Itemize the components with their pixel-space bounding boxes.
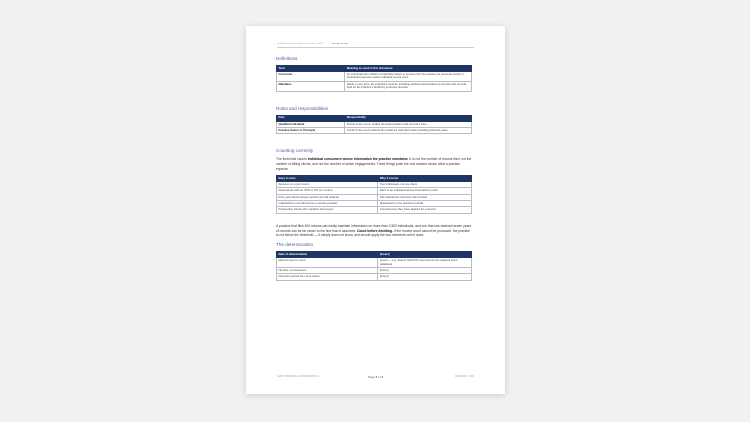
table-cell: Two individuals, not one client <box>378 181 472 187</box>
page-header <box>277 43 348 45</box>
table-cell: Maintained on the practice's behalf <box>378 201 472 207</box>
counting-text-emphasis: individual consumers whose information the practice maintains <box>307 157 408 162</box>
example-paragraph <box>276 224 472 238</box>
table-header-cell: Role <box>277 115 345 121</box>
page-number <box>277 375 474 379</box>
table-header-cell: Why it counts <box>378 175 472 181</box>
table-cell: Number of consumers <box>277 268 378 274</box>
table-row <box>277 258 472 268</box>
table-cell: Consumer <box>277 72 345 82</box>
table-cell: Individuals in records held by a service provider <box>277 201 378 207</box>
table-cell: Dependents with an SSN or TIN on a return <box>277 188 378 194</box>
header-right-text: Internal use only <box>331 43 348 45</box>
table-row <box>277 128 472 134</box>
header-left-text: SmallBusinessFinancialPracticeCounts — 2022 <box>277 43 324 45</box>
table-row <box>277 81 472 91</box>
table-cell: [Insert] <box>378 268 472 274</box>
page-of: of <box>378 374 381 379</box>
table-header-cell: Term <box>277 66 345 72</box>
table-cell: Qualified Individual <box>277 121 345 127</box>
page-content <box>276 56 472 281</box>
document-page <box>246 26 505 394</box>
roles-heading: Roles and responsibilities <box>276 105 329 111</box>
footer-left-text: GLBA THRESHOLD DETERMINATION <box>277 375 319 378</box>
roles-table <box>276 115 472 135</box>
determination-table <box>276 251 472 281</box>
example-text-emphasis: Count before deciding. <box>357 228 393 233</box>
table-header-cell: Easy to miss <box>277 175 378 181</box>
counting-paragraph <box>276 157 472 171</box>
table-cell: Counted once they have applied for a service <box>378 207 472 213</box>
page-total: 7 <box>381 374 384 379</box>
table-cell: Prospective clients who supplied documents <box>277 207 378 213</box>
table-cell: Confirms the count reflects the practice's real client base including archived years. <box>345 128 472 134</box>
table-cell: Holds, in any form, the practice's records, including archived and backed up records and records held on the practice's behalf by a service provider. <box>345 81 472 91</box>
page-current: 5 <box>375 374 378 379</box>
table-cell: Prior-year clients whose records are still retained <box>277 194 378 200</box>
counting-heading: Counting correctly <box>276 148 314 154</box>
table-cell: Practice Owner or Principal <box>277 128 345 134</box>
table-row <box>277 72 472 82</box>
counting-table <box>276 175 472 214</box>
table-header-cell: Meaning as used in this document <box>345 66 472 72</box>
counting-text-end: . It is not the number of returns filed, not the number of billing clients, and not the number of active engagements. Three things push the real number above what a practice expects: <box>276 157 472 172</box>
footer-right-text: REVISION · 2024 <box>455 375 474 378</box>
table-cell: Still maintained, therefore still counted <box>378 194 472 200</box>
table-cell: Each is an individual whose information is held <box>378 188 472 194</box>
example-text-end: If the honest count cannot be produced, the practice is not below the threshold — it simply does not know, and should apply the four elements until it does. <box>276 228 470 238</box>
table-row <box>277 274 472 280</box>
table-cell: Method used to count <box>277 258 378 268</box>
table-header-cell: Responsibility <box>345 115 472 121</box>
page-footer <box>277 375 474 379</box>
definitions-heading: Definitions <box>276 56 298 61</box>
determination-heading: The determination <box>276 242 314 248</box>
table-cell: An individual who obtains a financial product or service from the practice for personal, family or household purposes. Each individual counts once. <box>345 72 472 82</box>
definitions-table <box>276 65 472 92</box>
page-label: Page <box>367 374 375 379</box>
counting-text-start: The threshold counts <box>276 157 308 162</box>
table-cell: [Insert — e.g. distinct SSN/TIN count across the retained client database] <box>378 258 472 268</box>
table-cell: Spouses on a joint return <box>277 181 378 187</box>
table-cell: Performs the count, makes the determination and records it here. <box>345 121 472 127</box>
table-cell: [Insert] <box>378 274 472 280</box>
table-cell: Retention period the count spans <box>277 274 378 280</box>
table-cell: Maintains <box>277 81 345 91</box>
table-header-cell: Date of determination <box>277 252 378 258</box>
example-text-start: A practice that files 400 returns can easily maintain information on more than 2,500 individuals, and one that has retained seven years of records can be far closer to the line than it assumes. <box>276 223 472 233</box>
table-header-cell: [Insert] <box>378 252 472 258</box>
table-row <box>277 207 472 213</box>
